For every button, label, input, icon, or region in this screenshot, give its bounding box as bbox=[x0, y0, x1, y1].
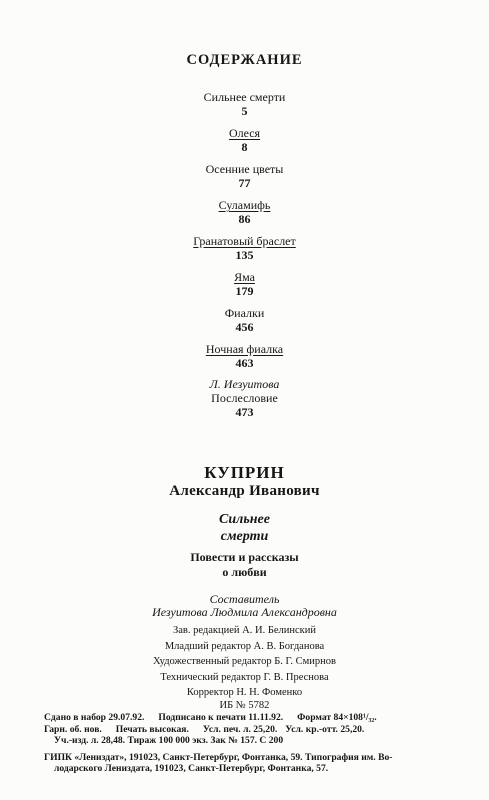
toc-entry bbox=[0, 306, 489, 334]
toc-entry-title: Ночная фиалка bbox=[205, 342, 284, 356]
toc-entry bbox=[0, 198, 489, 226]
staff-line: Младший редактор А. В. Богданова bbox=[164, 640, 325, 652]
imprint-text: Усл. кр.-отт. 25,20. bbox=[285, 723, 365, 735]
book-title bbox=[0, 511, 489, 545]
toc-entry bbox=[0, 90, 489, 118]
imprint-line bbox=[44, 712, 454, 724]
afterword-page: 473 bbox=[235, 405, 254, 419]
toc-entry bbox=[0, 270, 489, 298]
toc-entry-page: 5 bbox=[241, 104, 248, 118]
toc-entry-page: 463 bbox=[235, 356, 254, 370]
toc-heading: СОДЕРЖАНИЕ bbox=[186, 52, 303, 68]
imprint-line: Уч.-изд. л. 28,48. Тираж 100 000 экз. Зак № 157. С 200 bbox=[54, 735, 284, 746]
toc-entry-page: 8 bbox=[241, 140, 248, 154]
imprint-text: Усл. печ. л. 25,20. bbox=[202, 723, 278, 735]
genre-line: о любви bbox=[222, 565, 267, 579]
imprint-text: Гарн. об. нов. bbox=[44, 723, 102, 735]
staff-line: Художественный редактор Б. Г. Смирнов bbox=[152, 656, 337, 667]
toc-entry-title: Гранатовый браслет bbox=[193, 234, 296, 248]
genre bbox=[0, 550, 489, 580]
afterword-author: Л. Иезуитова bbox=[209, 377, 280, 391]
imprint-line bbox=[44, 724, 454, 736]
book-title-line: смерти bbox=[220, 529, 269, 544]
toc-entry bbox=[0, 342, 489, 370]
toc-entry bbox=[0, 126, 489, 154]
toc-afterword bbox=[0, 377, 489, 419]
imprint bbox=[44, 712, 454, 775]
book-title-line: Сильнее bbox=[219, 512, 270, 527]
staff-list bbox=[0, 623, 489, 701]
toc-entry-page: 86 bbox=[238, 212, 251, 226]
toc-entry-title: Суламифь bbox=[218, 198, 271, 212]
toc-entry-title: Яма bbox=[234, 270, 255, 284]
staff-line: Зав. редакцией А. И. Белинский bbox=[173, 625, 316, 636]
staff-line: Технический редактор Г. В. Преснова bbox=[160, 671, 329, 683]
toc-entry-page: 456 bbox=[235, 320, 254, 334]
toc-entry-page: 179 bbox=[235, 284, 254, 298]
staff-line: Корректор Н. Н. Фоменко bbox=[186, 687, 303, 698]
imprint-text: Печать высокая. bbox=[115, 723, 189, 735]
toc-entry-title: Сильнее смерти bbox=[203, 90, 286, 104]
toc-entry-page: 77 bbox=[238, 176, 251, 190]
imprint-text: Формат 84×108¹/₃₂. bbox=[297, 712, 377, 723]
imprint-text: Подписано к печати 11.11.92. bbox=[158, 712, 284, 723]
ib-number: ИБ № 5782 bbox=[219, 700, 270, 711]
toc-entry bbox=[0, 234, 489, 262]
imprint-line: лодарского Лениздата, 191023, Санкт-Петербург, Фонтанка, 57. bbox=[54, 763, 329, 774]
author-surname: КУПРИН bbox=[204, 463, 285, 482]
afterword-title: Послесловие bbox=[211, 391, 278, 405]
genre-line: Повести и рассказы bbox=[190, 550, 299, 564]
author-name: Александр Иванович bbox=[169, 483, 320, 499]
imprint-text: Сдано в набор 29.07.92. bbox=[44, 712, 145, 723]
toc-entry-page: 135 bbox=[235, 248, 254, 262]
toc-entry bbox=[0, 162, 489, 190]
imprint-line: ГИПК «Лениздат», 191023, Санкт-Петербург, Фонтанка, 59. Типография им. Во- bbox=[44, 751, 393, 763]
compiler-name: Иезуитова Людмила Александровна bbox=[152, 605, 337, 619]
toc-entry-title: Олеся bbox=[228, 126, 261, 140]
toc-entry-title: Осенние цветы bbox=[205, 162, 284, 176]
toc-entry-title: Фиалки bbox=[224, 306, 265, 320]
compiler-label: Составитель bbox=[209, 592, 280, 606]
